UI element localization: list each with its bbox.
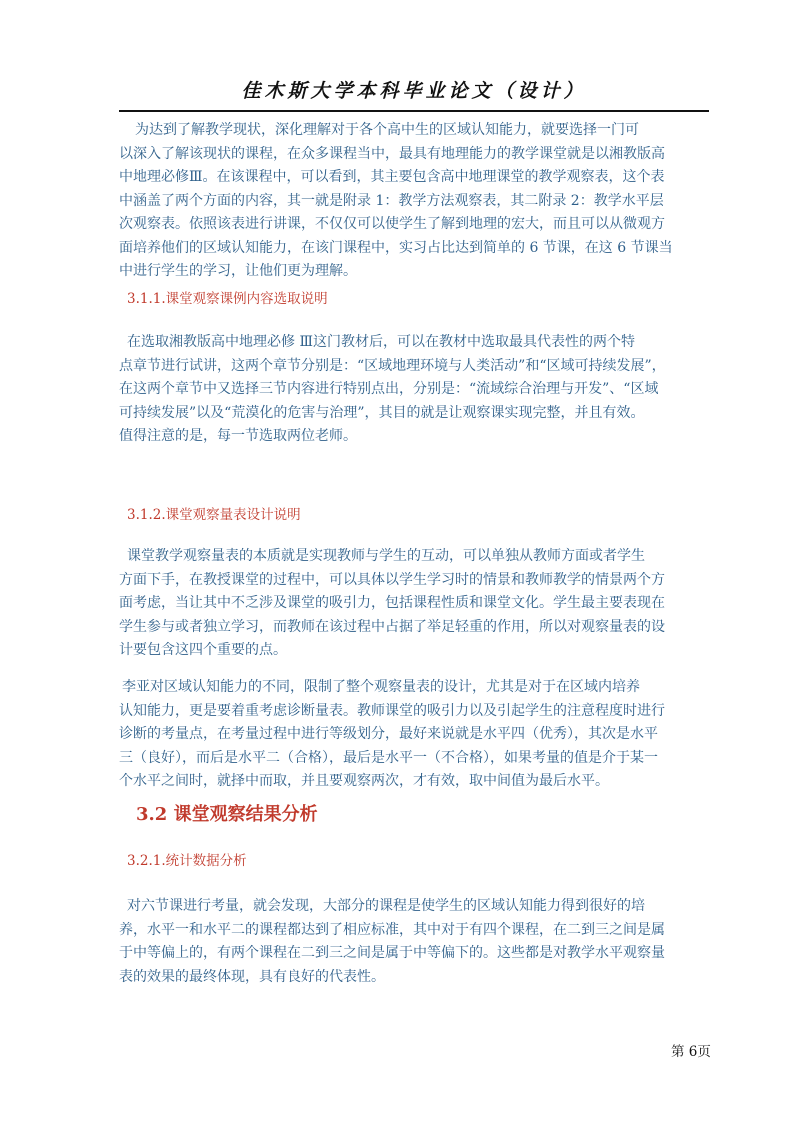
selection-line-2: 点章节进行试讲，这两个章节分别是：“区域地理环境与人类活动”和“区域可持续发展”， [119,357,666,374]
intro-line-5: 次观察表。依照该表进行讲课，不仅仅可以使学生了解到地理的宏大，而且可以从微观方 [119,216,665,232]
intro-line-1: 为达到了解教学现状，深化理解对于各个高中生的区域认知能力，就要选择一门可 [135,122,639,138]
levels-line-2: 认知能力，更是要着重考虑诊断量表。教师课堂的吸引力以及引起学生的注意程度时进行 [119,702,665,719]
page-header-title: 佳木斯大学本科毕业论文（设计） [241,80,587,102]
statistics-line-1: 对六节课进行考量，就会发现，大部分的课程是使学生的区域认知能力得到很好的培 [127,898,645,914]
statistics-line-4: 表的效果的最终体现，具有良好的代表性。 [119,968,385,985]
scale-design-paragraph [119,545,709,663]
levels-paragraph [119,676,709,794]
header-rule [119,110,709,112]
selection-line-1: 在选取湘教版高中地理必修 Ⅲ这门教材后，可以在教材中选取最具代表性的两个特 [127,334,635,350]
heading-3-1-1: 3.1.1.课堂观察课例内容选取说明 [127,291,328,307]
intro-line-7: 中进行学生的学习，让他们更为理解。 [119,263,357,279]
intro-paragraph [119,119,709,284]
heading-3-2: 3.2 课堂观察结果分析 [136,804,318,825]
scale-design-line-1: 课堂教学观察量表的本质就是实现教师与学生的互动，可以单独从教师方面或者学生 [127,548,645,564]
heading-3-1-2: 3.1.2.课堂观察量表设计说明 [127,507,301,523]
levels-line-1: 李亚对区域认知能力的不同，限制了整个观察量表的设计，尤其是对于在区域内培养 [122,679,640,695]
levels-line-3: 诊断的考量点，在考量过程中进行等级划分，最好来说就是水平四（优秀），其次是水平 [119,726,658,742]
selection-line-4: 可持续发展”以及“荒漠化的危害与治理”，其目的就是让观察课实现完整，并且有效。 [119,404,645,421]
intro-line-6: 面培养他们的区域认知能力，在该门课程中，实习占比达到简单的 6 节课，在这 6 节课当 [119,239,673,256]
heading-3-2-1: 3.2.1.统计数据分析 [127,853,247,869]
selection-paragraph [119,331,709,449]
scale-design-line-3: 面考虑，当让其中不乏涉及课堂的吸引力，包括课程性质和课堂文化。学生最主要表现在 [119,595,665,611]
selection-line-3: 在这两个章节中又选择三节内容进行特别点出，分别是：“流域综合治理与开发”、“区域 [119,381,659,397]
intro-line-2: 以深入了解该现状的课程，在众多课程当中，最具有地理能力的教学课堂就是以湘教版高 [119,145,665,162]
intro-line-3: 中地理必修Ⅲ。在该课程中，可以看到，其主要包含高中地理课堂的教学观察表，这个表 [119,169,665,185]
page-number: 第 6页 [671,1044,711,1060]
selection-line-5: 值得注意的是，每一节选取两位老师。 [119,428,357,444]
statistics-line-3: 于中等偏上的，有两个课程在二到三之间是属于中等偏下的。这些都是对教学水平观察量 [119,945,665,961]
scale-design-line-5: 计要包含这四个重要的点。 [119,642,287,658]
scale-design-line-2: 方面下手，在教授课堂的过程中，可以具体以学生学习时的情景和教师教学的情景两个方 [119,571,665,588]
statistics-line-2: 养，水平一和水平二的课程都达到了相应标准，其中对于有四个课程，在二到三之间是属 [119,921,665,938]
intro-line-4: 中涵盖了两个方面的内容，其一就是附录 1：教学方法观察表，其二附录 2：教学水平层 [119,192,664,209]
levels-line-4: 三（良好），而后是水平二（合格），最后是水平一（不合格），如果考量的值是介于某一 [119,749,658,766]
scale-design-line-4: 学生参与或者独立学习，而教师在该过程中占据了举足轻重的作用，所以对观察量表的设 [119,618,665,635]
statistics-paragraph [119,895,709,989]
levels-line-5: 个水平之间时，就择中而取，并且要观察两次，才有效，取中间值为最后水平。 [119,773,609,789]
